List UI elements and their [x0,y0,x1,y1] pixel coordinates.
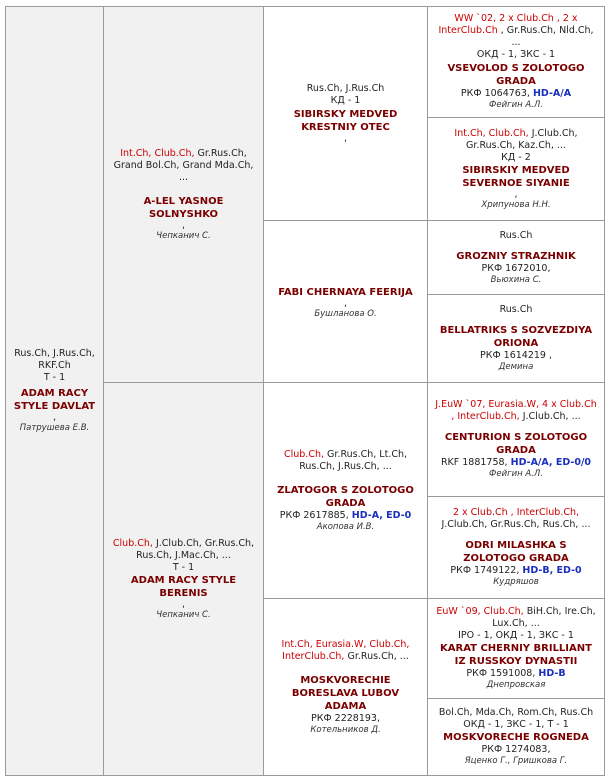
dss-registration [441,457,591,469]
ds-name[interactable]: ZLATOGOR S ZOLOTOGO GRADA [277,484,414,509]
dsd-health: HD-B, ED-0 [522,565,582,576]
dam-owner: Чепканич С. [156,609,211,620]
dds-registration [466,668,565,680]
ds-titles [270,449,421,473]
sdd-name[interactable]: BELLATRIKS S SOZVEZDIYA ORIONA [439,325,593,349]
sds-titles: Rus.Ch [499,229,533,241]
dds-name[interactable]: KARAT CHERNIY BRILLIANT IZ RUSSKOY DYNASTII [440,643,592,667]
dsd-owner: Кудряшов [493,577,539,587]
sss-titles [434,13,598,49]
sdd-titles: Rus.Ch [499,304,533,315]
dss-cell [427,382,605,497]
dss-titles-red: J.EuW `07, Eurasia.W, 4 x Club.Ch , InterClub.Ch, [435,399,597,422]
dam-sire-cell [263,382,428,599]
ds-registration [280,510,412,522]
dds-reg-number: РКФ 1591008, [466,668,536,679]
sire-titles [110,148,257,184]
ds-health: HD-A, ED-0 [351,509,412,521]
subject-name[interactable]: ADAM RACY STYLE DAVLAT [13,388,96,412]
ssd-name[interactable]: SIBIRSKIY MEDVED SEVERNOE SIYANIE [462,164,570,189]
dam-titles-black: J.Club.Ch, Gr.Rus.Ch, Rus.Ch, J.Mac.Ch, ... [136,537,255,561]
dd-name[interactable]: MOSKVORECHIE BORESLAVA LUBOV ADAMA [291,674,400,712]
dsd-titles-red: 2 x Club.Ch , InterClub.Ch, [452,507,580,518]
ssd-working-titles: КД - 2 [501,151,531,163]
dam-dam-cell [263,598,428,776]
sd-name[interactable]: FABI CHERNAYA FEERIJA [278,287,413,298]
ds-titles-black: Gr.Rus.Ch, Lt.Ch, Rus.Ch, J.Rus.Ch, ... [299,448,408,472]
dss-titles-black: J.Club.Ch, ... [522,411,581,422]
sss-titles-red: WW `02, 2 x Club.Ch , 2 x InterClub.Ch [438,13,578,36]
dam-titles-red: Club.Ch, [112,537,153,549]
ssd-owner: Хрипунова Н.Н. [481,199,551,210]
dss-reg-number: RKF 1881758, [440,457,508,468]
subject-cell [5,6,104,776]
dds-cell [427,598,605,699]
sss-name[interactable]: VSEVOLOD S ZOLOTOGO GRADA [447,63,585,87]
sds-cell [427,220,605,295]
sire-cell [103,6,264,383]
dsd-reg-number: РКФ 1749122, [450,565,520,576]
ds-owner: Акопова И.В. [316,521,375,532]
sss-registration [461,88,571,100]
sss-health: HD-A/A [532,88,572,99]
sds-owner: Вьюхина С. [490,274,542,285]
dsd-name[interactable]: ODRI MILASHKA S ZOLOTOGO GRADA [463,540,569,564]
ds-reg-number: РКФ 2617885, [279,509,349,521]
dss-owner: Фейгин А.Л. [489,469,543,479]
ss-working-titles: КД - 1 [330,95,361,106]
ssd-titles [434,128,598,152]
separator: , [343,298,348,309]
sire-titles-black: Gr.Rus.Ch, Grand Bol.Ch, Grand Mda.Ch, ... [113,147,254,183]
sss-owner: Фейгин А.Л. [489,100,543,110]
ssd-cell [427,117,605,221]
dds-titles [434,606,598,630]
sd-owner: Бушланова О. [314,309,377,319]
dd-registration: РКФ 2228193, [310,712,380,724]
sire-name[interactable]: A-LEL YASNOE SOLNYSHKO [143,195,224,220]
dd-titles-red: Int.Ch, Eurasia.W, Club.Ch, InterClub.Ch, [281,638,410,662]
separator: , [181,219,186,231]
sss-working-titles: ОКД - 1, ЗКС - 1 [476,49,556,60]
dss-health: HD-A/A, ED-0/0 [510,457,592,468]
separator: , [52,412,57,423]
sire-sire-cell [263,6,428,221]
sss-cell [427,6,605,118]
dam-name[interactable]: ADAM RACY STYLE BERENIS [130,574,237,599]
sdd-cell [427,294,605,383]
separator: , [514,188,518,200]
ddd-working-titles: ОКД - 1, ЗКС - 1, Т - 1 [463,719,569,730]
dds-owner: Днепровская [486,680,546,690]
sire-titles-red: Int.Ch, Club.Ch, [120,147,195,159]
dds-titles-black: BiH.Ch, Ire.Ch, Lux.Ch, ... [492,606,596,629]
ssd-titles-red: Int.Ch, Club.Ch, [454,127,529,139]
dam-titles [110,538,257,562]
dds-health: HD-B [538,668,566,679]
sdd-owner: Демина [498,362,534,372]
dsd-cell [427,496,605,599]
ddd-registration: РКФ 1274083, [481,744,551,755]
sire-dam-cell [263,220,428,383]
dsd-titles [434,507,598,531]
dam-cell [103,382,264,776]
dsd-titles-black: J.Club.Ch, Gr.Rus.Ch, Rus.Ch, ... [441,519,591,530]
sire-owner: Чепканич С. [156,230,211,241]
sds-name[interactable]: GROZNIY STRAZHNIK [456,250,576,262]
dd-owner: Котельников Д. [310,724,381,735]
subject-owner: Патрушева Е.В. [19,423,90,433]
separator: , [181,598,186,610]
ddd-owner: Яценко Г., Гришкова Г. [464,756,568,766]
dd-titles-black: Gr.Rus.Ch, ... [347,650,409,662]
ss-name[interactable]: SIBIRSKY MEDVED KRESTNIY OTEC [293,109,398,133]
sdd-registration: РКФ 1614219 , [479,350,553,361]
subject-titles: Rus.Ch, J.Rus.Ch, RKF.Ch [14,348,95,371]
dd-titles [270,639,421,663]
ss-titles: Rus.Ch, J.Rus.Ch [306,83,385,94]
dss-name[interactable]: CENTURION S ZOLOTOGO GRADA [444,432,588,456]
dds-working-titles: IPO - 1, ОКД - 1, ЗКС - 1 [458,630,574,641]
ssd-titles-black: J.Club.Ch, Gr.Rus.Ch, Kaz.Ch, ... [466,127,578,151]
ddd-name[interactable]: MOSKVORECHE ROGNEDA [443,732,589,743]
subject-working-titles: Т - 1 [43,372,66,383]
sss-titles-black: , Gr.Rus.Ch, Nld.Ch, ... [500,25,594,48]
dam-working-titles: Т - 1 [172,561,195,573]
separator: , [343,133,348,144]
dss-titles [434,399,598,423]
sss-reg-number: РКФ 1064763, [460,88,530,99]
sds-registration: РКФ 1672010, [481,262,551,274]
dds-titles-red: EuW `09, Club.Ch, [436,606,524,617]
ddd-cell [427,698,605,776]
dsd-registration [450,565,581,577]
ds-titles-red: Club.Ch, [283,448,324,460]
ddd-titles: Bol.Ch, Mda.Ch, Rom.Ch, Rus.Ch [438,707,594,718]
